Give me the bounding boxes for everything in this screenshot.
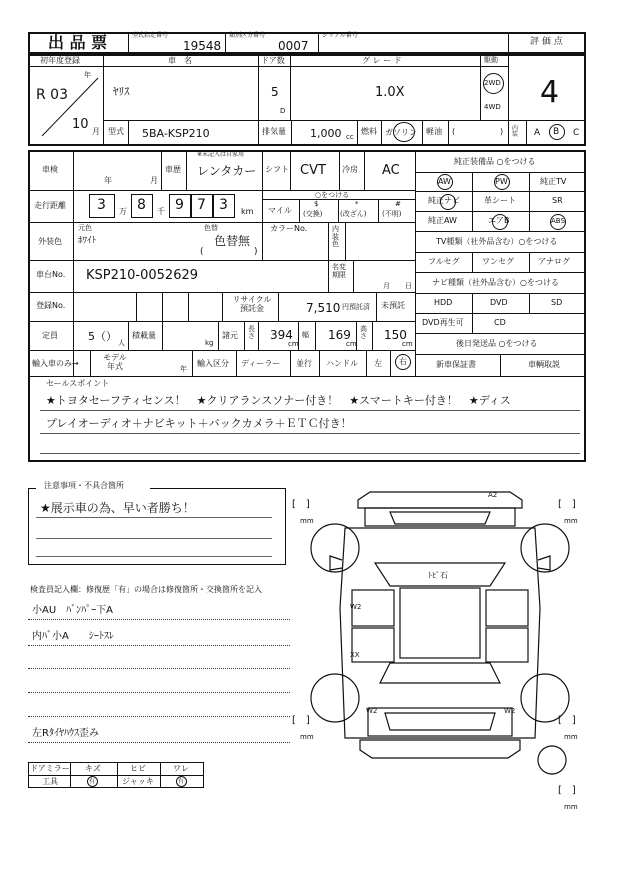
color-paren-open: ( [200, 247, 204, 257]
dotted-line [28, 619, 290, 620]
divider [500, 354, 501, 376]
car-name: ﾔﾘｽ [113, 85, 130, 98]
equip-sr: SR [552, 196, 563, 205]
tool-yes: 有 [89, 778, 96, 785]
sen-unit: 千 [157, 207, 165, 216]
divider [28, 564, 286, 565]
divider [161, 150, 162, 190]
divider [291, 120, 292, 146]
divider [278, 292, 279, 321]
interior-label: 内装 [512, 125, 519, 138]
import-type-label: 輸入区分 [197, 359, 229, 368]
equip-pw: PW [495, 177, 508, 186]
divider [508, 32, 509, 54]
equipment-header: 純正装備品 ○をつける [454, 157, 536, 166]
car-diagram [290, 478, 590, 838]
sales-label: セールスポイント [46, 379, 110, 388]
dotted-line [28, 742, 290, 743]
later-warranty: 新車保証書 [436, 360, 476, 369]
model-num: 19548 [183, 39, 222, 53]
divider [345, 222, 346, 260]
divider [526, 120, 527, 146]
divider [529, 172, 530, 231]
divider [472, 293, 473, 333]
divider [298, 321, 299, 350]
tools-tool-label: 工具 [42, 777, 58, 786]
name-change-month: 月 [383, 282, 390, 290]
divider [28, 376, 586, 377]
jack-yes: 有 [178, 778, 185, 785]
divider [366, 350, 367, 376]
tv-one: ワンセグ [482, 257, 514, 266]
divider [36, 517, 272, 518]
navi-hdd: HDD [434, 298, 453, 307]
divider [415, 272, 586, 273]
load-label: 積載量 [132, 331, 156, 340]
color-change-label: 色替 [204, 224, 218, 232]
first-reg-month: 10 [72, 117, 89, 132]
divider [376, 292, 377, 321]
name-change-day: 日 [405, 282, 412, 290]
history-value: レンタカー [197, 164, 257, 178]
grade-label: グ レ ー ド [362, 56, 402, 65]
equip-genuine-aw: 純正AW [428, 216, 457, 225]
divider [40, 433, 580, 434]
divider [357, 120, 358, 146]
divider [339, 150, 340, 190]
tv-full: フルセグ [428, 257, 460, 266]
color-paren-close: ) [254, 247, 258, 257]
handle-right: 右 [399, 357, 407, 366]
divider [353, 260, 354, 292]
divider [415, 252, 586, 253]
oil-paren-open: ( [452, 127, 456, 136]
divider [128, 120, 129, 146]
diagram-mark-stone: ﾄﾋﾞ石 [428, 571, 448, 580]
orig-color-label: 元色 [78, 224, 92, 232]
recycle-value: 7,510 [306, 301, 341, 315]
tire-mm-fl: mm [300, 517, 314, 525]
divider [328, 222, 329, 260]
model-year-label: モデル年式 [103, 353, 127, 371]
fuel-value: ガソリン [385, 128, 417, 137]
divider [162, 321, 163, 350]
history-label: 車歴 [165, 165, 181, 174]
doors-label: ドア数 [261, 56, 285, 65]
first-reg-label: 初年度登録 [40, 56, 80, 65]
drive-2wd: 2WD [484, 79, 501, 87]
divider [415, 191, 586, 192]
divider [290, 350, 291, 376]
divider [472, 172, 473, 231]
divider [508, 54, 586, 55]
oil-paren-close: ) [500, 127, 504, 136]
divider [28, 260, 415, 261]
type-label: 型式 [108, 127, 124, 136]
divider [90, 350, 91, 376]
notes-label: 注意事項・不具合箇所 [44, 481, 124, 490]
navi-dvd: DVD [490, 298, 508, 307]
equip-tv: 純正TV [540, 177, 567, 186]
eval-label: 評 価 点 [530, 37, 563, 47]
tire-mm-fr: mm [564, 517, 578, 525]
notes-line-1: ★展示車の為、早い者勝ち！ [40, 501, 195, 515]
tv-header: TV種類（社外品含む）○をつける [436, 237, 558, 246]
recycle-label: リサイクル預託金 [232, 295, 272, 313]
divider [188, 292, 189, 321]
divider [73, 150, 74, 376]
interior-color-label: 内装色 [332, 225, 339, 249]
interior-c: C [573, 128, 580, 138]
swap-dollar: $ [314, 200, 319, 208]
divider [225, 32, 226, 54]
load-unit: kg [205, 339, 214, 347]
swap-word: (交換) [303, 210, 323, 218]
divider [28, 222, 415, 223]
equip-aw: AW [438, 177, 451, 186]
mileage-digit: 8 [137, 197, 146, 213]
man-unit: 万 [119, 207, 127, 216]
divider [422, 120, 423, 146]
tools-h-scratch: キズ [85, 764, 101, 773]
divider [448, 120, 449, 146]
mileage-label: 走行距離 [34, 201, 66, 210]
divider [136, 292, 137, 321]
divider [480, 54, 481, 120]
equip-abs: ABS [551, 217, 565, 225]
inspector-line-2: 内ﾊﾞ小A ｼｰﾄｽﾚ [32, 631, 114, 642]
model-num-label: 型式指定番号 [132, 32, 169, 39]
inspection-month: 月 [150, 176, 158, 185]
divider [472, 252, 473, 272]
dotted-line [28, 645, 290, 646]
divider [262, 222, 263, 260]
interior-b: B [553, 127, 560, 137]
reg-label: 登録No. [36, 301, 66, 310]
tools-h-mirror: ドアミラー [30, 764, 70, 773]
type-value: 5BA-KSP210 [142, 127, 210, 140]
divider [390, 350, 391, 376]
divider [415, 313, 586, 314]
recycle-unit: 円預託済 [342, 303, 370, 311]
divider [28, 488, 36, 489]
orig-color: ﾎﾜｲﾄ [78, 236, 97, 246]
history-note: ※未記入は自家用 [197, 151, 245, 158]
tire-bracket-fl: [ ] [292, 499, 310, 510]
displacement-label: 排気量 [262, 127, 286, 136]
divider [290, 54, 291, 120]
eval-score: 4 [540, 75, 560, 110]
width-cm: cm [346, 340, 357, 348]
sales-line-1: ★トヨタセーフティセンス！ ★クリアランスソナー付き！ ★スマートキー付き！ ★ディス [46, 394, 511, 407]
mileage-digit: 3 [97, 197, 106, 213]
divider [508, 54, 509, 146]
inspection-label: 車検 [42, 165, 58, 174]
divider [40, 453, 580, 454]
tools-h-break: ワレ [173, 764, 189, 773]
meter-note: ○をつける [315, 191, 350, 199]
diagram-mark-xx: XX [350, 651, 360, 659]
divider [299, 199, 300, 222]
divider [529, 293, 530, 313]
tire-bracket-rl: [ ] [292, 715, 310, 726]
inspector-label: 検査員記入欄：修復歴「有」の場合は修復箇所・交換箇所を記入 [30, 585, 262, 594]
tv-analog: アナログ [538, 257, 570, 266]
divider [36, 556, 272, 557]
divider [40, 410, 580, 411]
class-num: 0007 [278, 39, 309, 53]
navi-header: ナビ種類（社外品含む）○をつける [432, 278, 559, 287]
grade-value: 1.0X [375, 85, 405, 100]
length-label: 長さ [248, 325, 255, 340]
height-cm: cm [402, 340, 413, 348]
divider [70, 762, 71, 788]
notes-box [28, 488, 286, 564]
chassis-value: KSP210-0052629 [86, 268, 199, 283]
handle-left: 左 [374, 359, 382, 368]
tire-mm-spare: mm [564, 803, 578, 811]
mileage-digit: 9 [175, 197, 184, 213]
capacity-value: 5（） [88, 330, 117, 343]
dotted-line [28, 668, 290, 669]
divider [319, 350, 320, 376]
tamper-star: * [355, 200, 359, 208]
unknown-hash: # [395, 200, 401, 208]
ac-label: 冷房 [342, 165, 358, 174]
shift-label: シフト [265, 165, 289, 174]
height-label: 高さ [360, 325, 367, 340]
handle-label: ハンドル [326, 359, 358, 368]
divider [415, 333, 586, 334]
divider [36, 538, 272, 539]
color-label: 外装色 [38, 237, 62, 246]
divider [318, 32, 319, 54]
interior-a: A [534, 128, 541, 138]
divider [192, 350, 193, 376]
divider [415, 293, 586, 294]
diagram-mark-a2: A2 [488, 491, 498, 499]
divider [160, 762, 161, 788]
sales-line-2: プレイオーディオ＋ナビキット＋バックカメラ＋ＥＴＣ付き！ [46, 417, 352, 430]
page-title: 出 品 票 [48, 33, 108, 52]
divider [262, 150, 263, 190]
recycle-not: 未預託 [381, 301, 405, 310]
divider [381, 120, 382, 146]
tire-mm-rr: mm [564, 733, 578, 741]
colorno-label: カラーNo. [270, 224, 308, 233]
dvd-playback: DVD再生可 [422, 318, 464, 327]
tamper-word: (改ざん) [340, 210, 367, 218]
divider [290, 150, 291, 190]
chassis-label: 車台No. [36, 270, 66, 279]
equip-airbag: エアB [488, 216, 510, 225]
dealer: ディーラー [241, 359, 281, 368]
tools-h-crack: ヒビ [130, 764, 146, 773]
divider [328, 260, 329, 292]
tools-jack-label: ジャッキ [122, 777, 154, 786]
capacity-unit: 人 [118, 339, 125, 347]
divider [128, 32, 129, 54]
divider [415, 231, 586, 232]
month-mark: 月 [92, 127, 100, 136]
class-num-label: 類別区分番号 [229, 32, 266, 39]
drive-4wd: 4WD [484, 103, 501, 111]
tire-bracket-fr: [ ] [558, 499, 576, 510]
tire-bracket-spare: [ ] [558, 785, 576, 796]
width-value: 169 [328, 328, 351, 342]
color-change: 色替無 [214, 234, 251, 248]
car-name-label: 車 名 [168, 56, 192, 65]
diagram-mark-w2-b: W2 [366, 707, 378, 715]
height-value: 150 [384, 328, 407, 342]
divider [372, 321, 373, 350]
divider [128, 321, 129, 350]
cd-label: CD [494, 318, 506, 327]
divider [415, 211, 586, 212]
tire-mm-rl: mm [300, 733, 314, 741]
divider [378, 199, 379, 222]
shift-value: CVT [300, 163, 326, 178]
width-label: 幅 [302, 331, 309, 339]
divider [356, 321, 357, 350]
divider [150, 488, 286, 489]
mileage-digit: 3 [219, 197, 228, 213]
divider [244, 321, 245, 350]
divider [262, 190, 263, 222]
divider [117, 762, 118, 788]
diagram-mark-w2-a: W2 [350, 603, 362, 611]
inspector-line-1: 小AU ﾊﾞﾝﾊﾟｰ下A [32, 605, 114, 616]
divider [28, 66, 508, 67]
model-year-unit: 年 [180, 365, 187, 373]
inspection-year: 年 [104, 176, 112, 185]
fuel-label: 燃料 [361, 127, 377, 136]
divider [222, 292, 223, 321]
dotted-line [28, 716, 290, 717]
cc-unit: cc [346, 133, 354, 141]
later-manual: 車輌取説 [528, 360, 560, 369]
divider [218, 321, 219, 350]
equip-leather: 革シート [484, 196, 516, 205]
displacement: 1,000 [310, 127, 342, 140]
import-label: 輸入車のみ→ [32, 359, 79, 368]
divider [236, 350, 237, 376]
divider [258, 54, 259, 120]
divider [258, 321, 259, 350]
divider [186, 150, 187, 190]
divider [508, 120, 586, 121]
doors-sub: D [280, 107, 286, 115]
serial-label: シリアル番号 [322, 32, 358, 39]
inspector-line-6: 左Rﾀｲﾔﾊｳｽ歪み [32, 728, 99, 739]
oil-label: 軽油 [426, 127, 442, 136]
dotted-line [28, 692, 290, 693]
km-unit: km [241, 207, 254, 216]
equip-navi: 純正ナビ [428, 196, 460, 205]
divider [162, 292, 163, 321]
mile-label: マイル [268, 206, 292, 215]
ac-value: AC [382, 163, 400, 178]
divider [258, 120, 259, 146]
unknown-word: (不明) [382, 210, 402, 218]
divider [28, 190, 415, 191]
divider [415, 172, 586, 173]
divider [28, 350, 415, 351]
divider [338, 199, 339, 222]
dimension-label: 諸元 [222, 331, 238, 340]
length-cm: cm [288, 340, 299, 348]
later-header: 後日発送品 ○をつける [456, 339, 538, 348]
navi-sd: SD [551, 298, 563, 307]
doors-value: 5 [271, 85, 279, 99]
tire-bracket-rr: [ ] [558, 715, 576, 726]
divider [415, 150, 416, 376]
year-mark: 年 [84, 71, 91, 79]
drive-label: 駆動 [484, 56, 498, 64]
first-reg-era: R 03 [36, 87, 68, 103]
length-value: 394 [270, 328, 293, 342]
capacity-label: 定員 [42, 331, 58, 340]
parallel: 並行 [296, 359, 312, 368]
mileage-digit: 7 [197, 197, 206, 213]
name-change-label: 名変期限 [332, 263, 346, 279]
divider [364, 150, 365, 190]
divider [315, 321, 316, 350]
diagram-mark-w2-c: W2 [504, 707, 516, 715]
divider [529, 252, 530, 272]
